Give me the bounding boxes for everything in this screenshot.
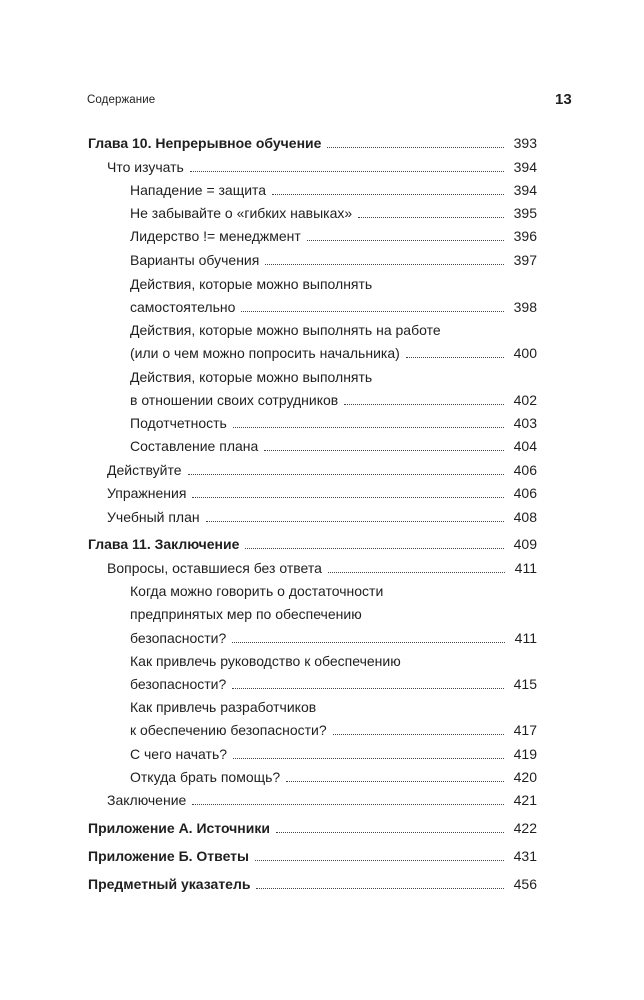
toc-entry-page: 406: [513, 462, 537, 478]
toc-entry-page: 393: [513, 135, 537, 151]
toc-entry-management[interactable]: [130, 676, 537, 698]
toc-entry-title: безопасности?: [130, 630, 227, 646]
toc-entry-appendix-a[interactable]: [88, 820, 537, 842]
toc-entry-page: 431: [513, 848, 537, 864]
toc-entry-page: 395: [513, 205, 537, 221]
toc-entry-self-actions-line1: Действия, которые можно выполнять: [130, 276, 373, 292]
dot-leader: [344, 404, 503, 405]
toc-entry-title: Варианты обучения: [130, 252, 260, 268]
toc-entry-title: в отношении своих сотрудников: [130, 392, 339, 408]
toc-entry-title: Не забывайте о «гибких навыках»: [130, 205, 353, 221]
dot-leader: [358, 217, 503, 218]
toc-entry-title: Вопросы, оставшиеся без ответа: [107, 560, 322, 576]
toc-entry-title: Предметный указатель: [88, 876, 251, 892]
dot-leader: [328, 572, 505, 573]
toc-entry-page: 406: [513, 485, 537, 501]
dot-leader: [256, 888, 503, 889]
dot-leader: [265, 264, 503, 265]
toc-entry-open-questions[interactable]: [107, 560, 537, 582]
toc-entry-title: С чего начать?: [130, 746, 228, 762]
dot-leader: [406, 357, 504, 358]
page-number: 13: [555, 91, 572, 108]
toc-entry-developers[interactable]: [130, 722, 537, 744]
toc-entry-what-to-study[interactable]: [107, 159, 537, 181]
toc-entry-title: Глава 10. Непрерывное обучение: [88, 135, 322, 151]
toc-entry-page: 409: [513, 536, 537, 552]
dot-leader: [188, 474, 504, 475]
toc-entry-page: 398: [513, 299, 537, 315]
toc-entry-title: Приложение А. Источники: [88, 820, 270, 836]
toc-entry-page: 419: [513, 746, 537, 762]
toc-entry-title: Подотчетность: [130, 415, 227, 431]
toc-entry-appendix-b[interactable]: [88, 848, 537, 870]
toc-entry-page: 394: [513, 159, 537, 175]
dot-leader: [206, 521, 504, 522]
dot-leader: [233, 427, 504, 428]
toc-entry-leadership[interactable]: [130, 228, 537, 250]
toc-entry-chapter-11[interactable]: [88, 536, 537, 558]
toc-entry-page: 403: [513, 415, 537, 431]
dot-leader: [255, 860, 504, 861]
toc-entry-conclusion[interactable]: [107, 792, 537, 814]
toc-entry-title: к обеспечению безопасности?: [130, 722, 327, 738]
toc-entry-accountability[interactable]: [130, 415, 537, 437]
dot-leader: [276, 832, 504, 833]
dot-leader: [264, 450, 503, 451]
toc-entry-title: Учебный план: [107, 509, 200, 525]
dot-leader: [286, 781, 503, 782]
toc-entry-act[interactable]: [107, 462, 537, 484]
toc-entry-page: 417: [513, 722, 537, 738]
toc-entry-title: Глава 11. Заключение: [88, 536, 240, 552]
toc-entry-page: 411: [514, 630, 537, 646]
dot-leader: [190, 171, 504, 172]
dot-leader: [245, 548, 503, 549]
dot-leader: [192, 804, 503, 805]
toc-entry-enough-security[interactable]: [130, 630, 537, 652]
toc-entry-where-help[interactable]: [130, 769, 537, 791]
toc-entry-exercises[interactable]: [107, 485, 537, 507]
toc-entry-enough-security-line1: Когда можно говорить о достаточности: [130, 583, 384, 599]
toc-entry-page: 408: [513, 509, 537, 525]
toc-entry-title: Нападение = защита: [130, 182, 267, 198]
toc-entry-management-line1: Как привлечь руководство к обеспечению: [130, 653, 401, 669]
toc-entry-title: Откуда брать помощь?: [130, 769, 281, 785]
toc-entry-page: 456: [513, 876, 537, 892]
toc-entry-title: (или о чем можно попросить начальника): [130, 345, 400, 361]
toc-entry-title: Что изучать: [107, 159, 184, 175]
toc-entry-title: Приложение Б. Ответы: [88, 848, 249, 864]
dot-leader: [233, 758, 504, 759]
toc-entry-page: 420: [513, 769, 537, 785]
toc-entry-page: 396: [513, 228, 537, 244]
toc-entry-page: 400: [513, 345, 537, 361]
toc-entry-curriculum[interactable]: [107, 509, 537, 531]
toc-entry-enough-security-line2: предпринятых мер по обеспечению: [130, 606, 362, 622]
dot-leader: [327, 147, 503, 148]
toc-entry-work-actions[interactable]: [130, 345, 537, 367]
dot-leader: [272, 194, 504, 195]
dot-leader: [307, 240, 504, 241]
dot-leader: [241, 311, 503, 312]
toc-entry-page: 394: [513, 182, 537, 198]
running-header-title: Содержание: [87, 94, 156, 106]
toc-entry-page: 411: [514, 560, 537, 576]
toc-entry-staff-actions[interactable]: [130, 392, 537, 414]
toc-entry-plan[interactable]: [130, 438, 537, 460]
toc-entry-title: Действуйте: [107, 462, 182, 478]
dot-leader: [232, 688, 503, 689]
toc-entry-page: 402: [513, 392, 537, 408]
dot-leader: [333, 734, 504, 735]
toc-entry-developers-line1: Как привлечь разработчиков: [130, 699, 317, 715]
toc-entry-staff-actions-line1: Действия, которые можно выполнять: [130, 369, 373, 385]
toc-entry-self-actions[interactable]: [130, 299, 537, 321]
toc-entry-attack-defense[interactable]: [130, 182, 537, 204]
toc-entry-page: 421: [513, 792, 537, 808]
toc-entry-title: Лидерство != менеджмент: [130, 228, 301, 244]
toc-entry-page: 397: [513, 252, 537, 268]
toc-entry-title: самостоятельно: [130, 299, 236, 315]
toc-entry-title: Составление плана: [130, 438, 259, 454]
toc-entry-title: Заключение: [107, 792, 187, 808]
toc-entry-title: безопасности?: [130, 676, 227, 692]
toc-entry-title: Упражнения: [107, 485, 187, 501]
toc-entry-where-start[interactable]: [130, 746, 537, 768]
toc-entry-page: 422: [513, 820, 537, 836]
toc-entry-work-actions-line1: Действия, которые можно выполнять на работе: [130, 322, 441, 338]
toc-entry-chapter-10[interactable]: [88, 135, 537, 157]
toc-entry-page: 404: [513, 438, 537, 454]
toc-entry-page: 415: [513, 676, 537, 692]
dot-leader: [232, 642, 504, 643]
toc-entry-learning-options[interactable]: [130, 252, 537, 274]
toc-entry-soft-skills[interactable]: [130, 205, 537, 227]
dot-leader: [192, 497, 503, 498]
toc-entry-index[interactable]: [88, 876, 537, 898]
